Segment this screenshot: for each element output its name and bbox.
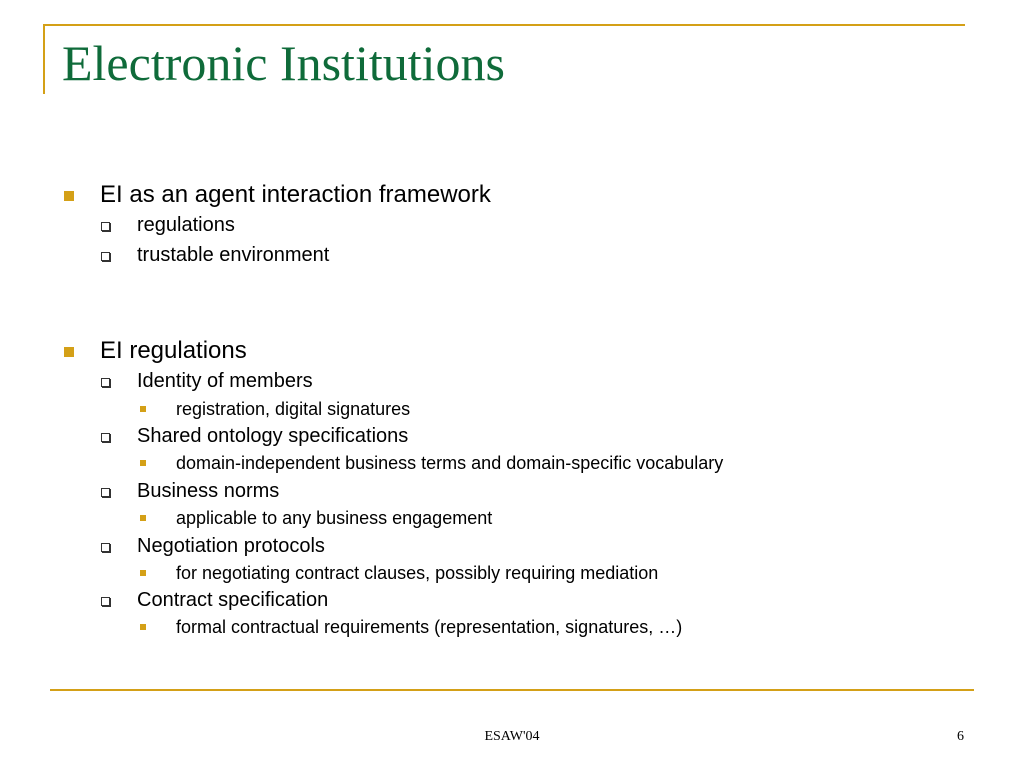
bullet-text: domain-independent business terms and domain-specific vocabulary xyxy=(176,453,724,473)
bullet-text: Identity of members xyxy=(137,370,313,392)
bullet-text: EI regulations xyxy=(100,337,247,364)
hollow-square-bullet-icon xyxy=(101,433,110,442)
hollow-square-bullet-icon xyxy=(101,543,110,552)
bullet-text: trustable environment xyxy=(137,244,330,266)
hollow-square-bullet-icon xyxy=(101,378,110,387)
bullet-text: registration, digital signatures xyxy=(176,399,411,419)
small-square-bullet-icon xyxy=(140,570,146,576)
hollow-square-bullet-icon xyxy=(101,597,110,606)
bullet-text: Business norms xyxy=(137,480,280,502)
small-square-bullet-icon xyxy=(140,515,146,521)
footer-page-number: 6 xyxy=(957,729,964,744)
small-square-bullet-icon xyxy=(140,624,146,630)
bullet-text: formal contractual requirements (representation, signatures, …) xyxy=(176,617,683,637)
footer-divider xyxy=(50,689,974,691)
bullet-text: Shared ontology specifications xyxy=(137,425,409,447)
square-bullet-icon xyxy=(64,347,74,357)
small-square-bullet-icon xyxy=(140,460,146,466)
bullet-text: Negotiation protocols xyxy=(137,535,325,557)
footer-conference-label: ESAW'04 xyxy=(484,729,540,744)
bullet-text: for negotiating contract clauses, possibly requiring mediation xyxy=(176,563,659,583)
bullet-text: EI as an agent interaction framework xyxy=(100,181,491,208)
hollow-square-bullet-icon xyxy=(101,488,110,497)
bullet-text: applicable to any business engagement xyxy=(176,508,493,528)
small-square-bullet-icon xyxy=(140,406,146,412)
hollow-square-bullet-icon xyxy=(101,252,110,261)
square-bullet-icon xyxy=(64,191,74,201)
bullet-text: Contract specification xyxy=(137,589,329,611)
hollow-square-bullet-icon xyxy=(101,222,110,231)
slide-title: Electronic Institutions xyxy=(62,35,505,91)
bullet-text: regulations xyxy=(137,214,235,236)
